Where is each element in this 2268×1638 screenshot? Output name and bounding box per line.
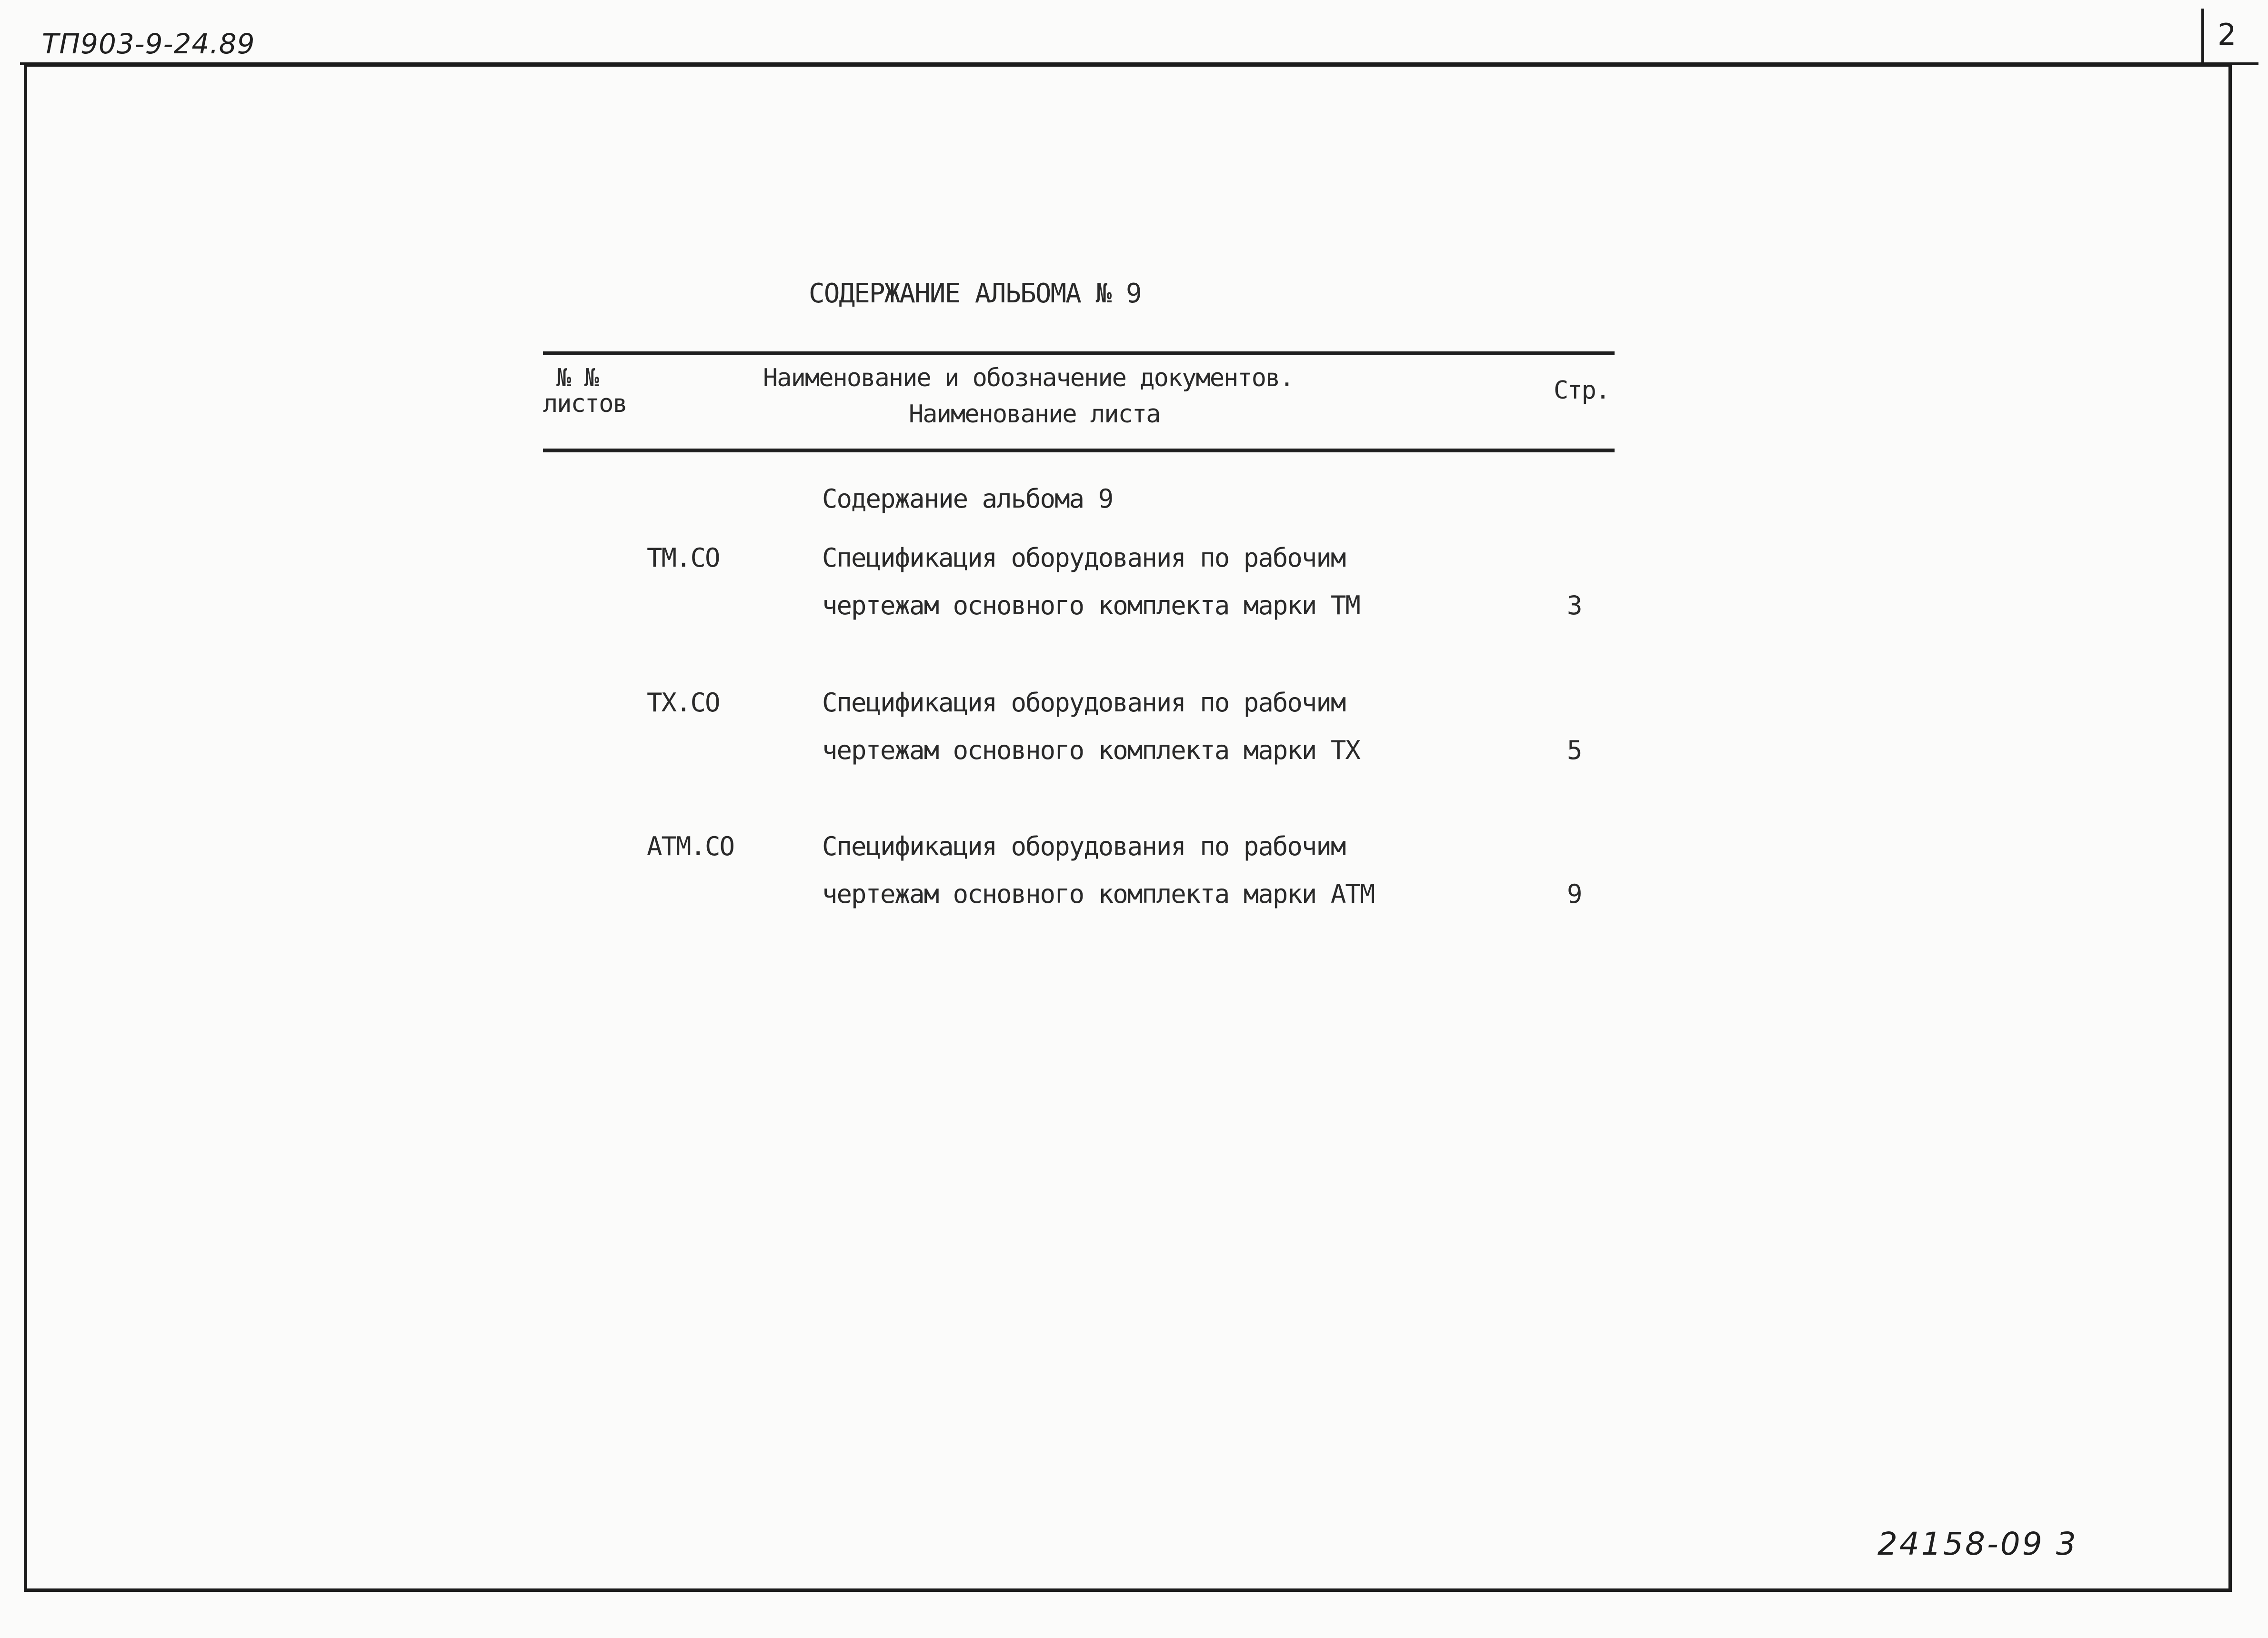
- table-row-page: 5: [1567, 735, 1582, 765]
- table-row-page: 9: [1567, 879, 1582, 909]
- column-header-sheets: листов: [543, 390, 627, 418]
- table-row-name-line2: чертежам основного комплекта марки АТМ: [822, 879, 1375, 909]
- document-code: ТП903-9-24.89: [42, 28, 255, 60]
- table-row-code: ТМ.СО: [647, 543, 720, 573]
- table-row-name-line2: чертежам основного комплекта марки ТМ: [822, 590, 1360, 620]
- inventory-number: 24158-09 3: [1877, 1526, 2078, 1562]
- table-header-rule: [543, 449, 1615, 452]
- table-row-name-line1: Спецификация оборудования по рабочим: [822, 543, 1345, 573]
- table-row-page: 3: [1567, 590, 1582, 620]
- table-top-rule: [543, 351, 1615, 355]
- table-row-name-line1: Спецификация оборудования по рабочим: [822, 831, 1345, 861]
- table-row-contents-title: Содержание альбома 9: [822, 484, 1113, 514]
- page-title: СОДЕРЖАНИЕ АЛЬБОМА № 9: [809, 278, 1141, 309]
- table-row-code: ТХ.СО: [647, 688, 720, 718]
- table-row-code: АТМ.СО: [647, 831, 734, 861]
- column-header-sheet-name: Наименование листа: [909, 400, 1160, 429]
- table-row-name-line1: Спецификация оборудования по рабочим: [822, 688, 1345, 718]
- column-header-sheet-no: № №: [556, 364, 598, 392]
- sheet-number: 2: [2218, 17, 2237, 52]
- column-header-documents: Наименование и обозначение документов.: [763, 364, 1294, 392]
- sheet-number-divider: [2201, 9, 2204, 65]
- column-header-page: Стр.: [1554, 376, 1610, 405]
- table-row-name-line2: чертежам основного комплекта марки ТХ: [822, 735, 1360, 765]
